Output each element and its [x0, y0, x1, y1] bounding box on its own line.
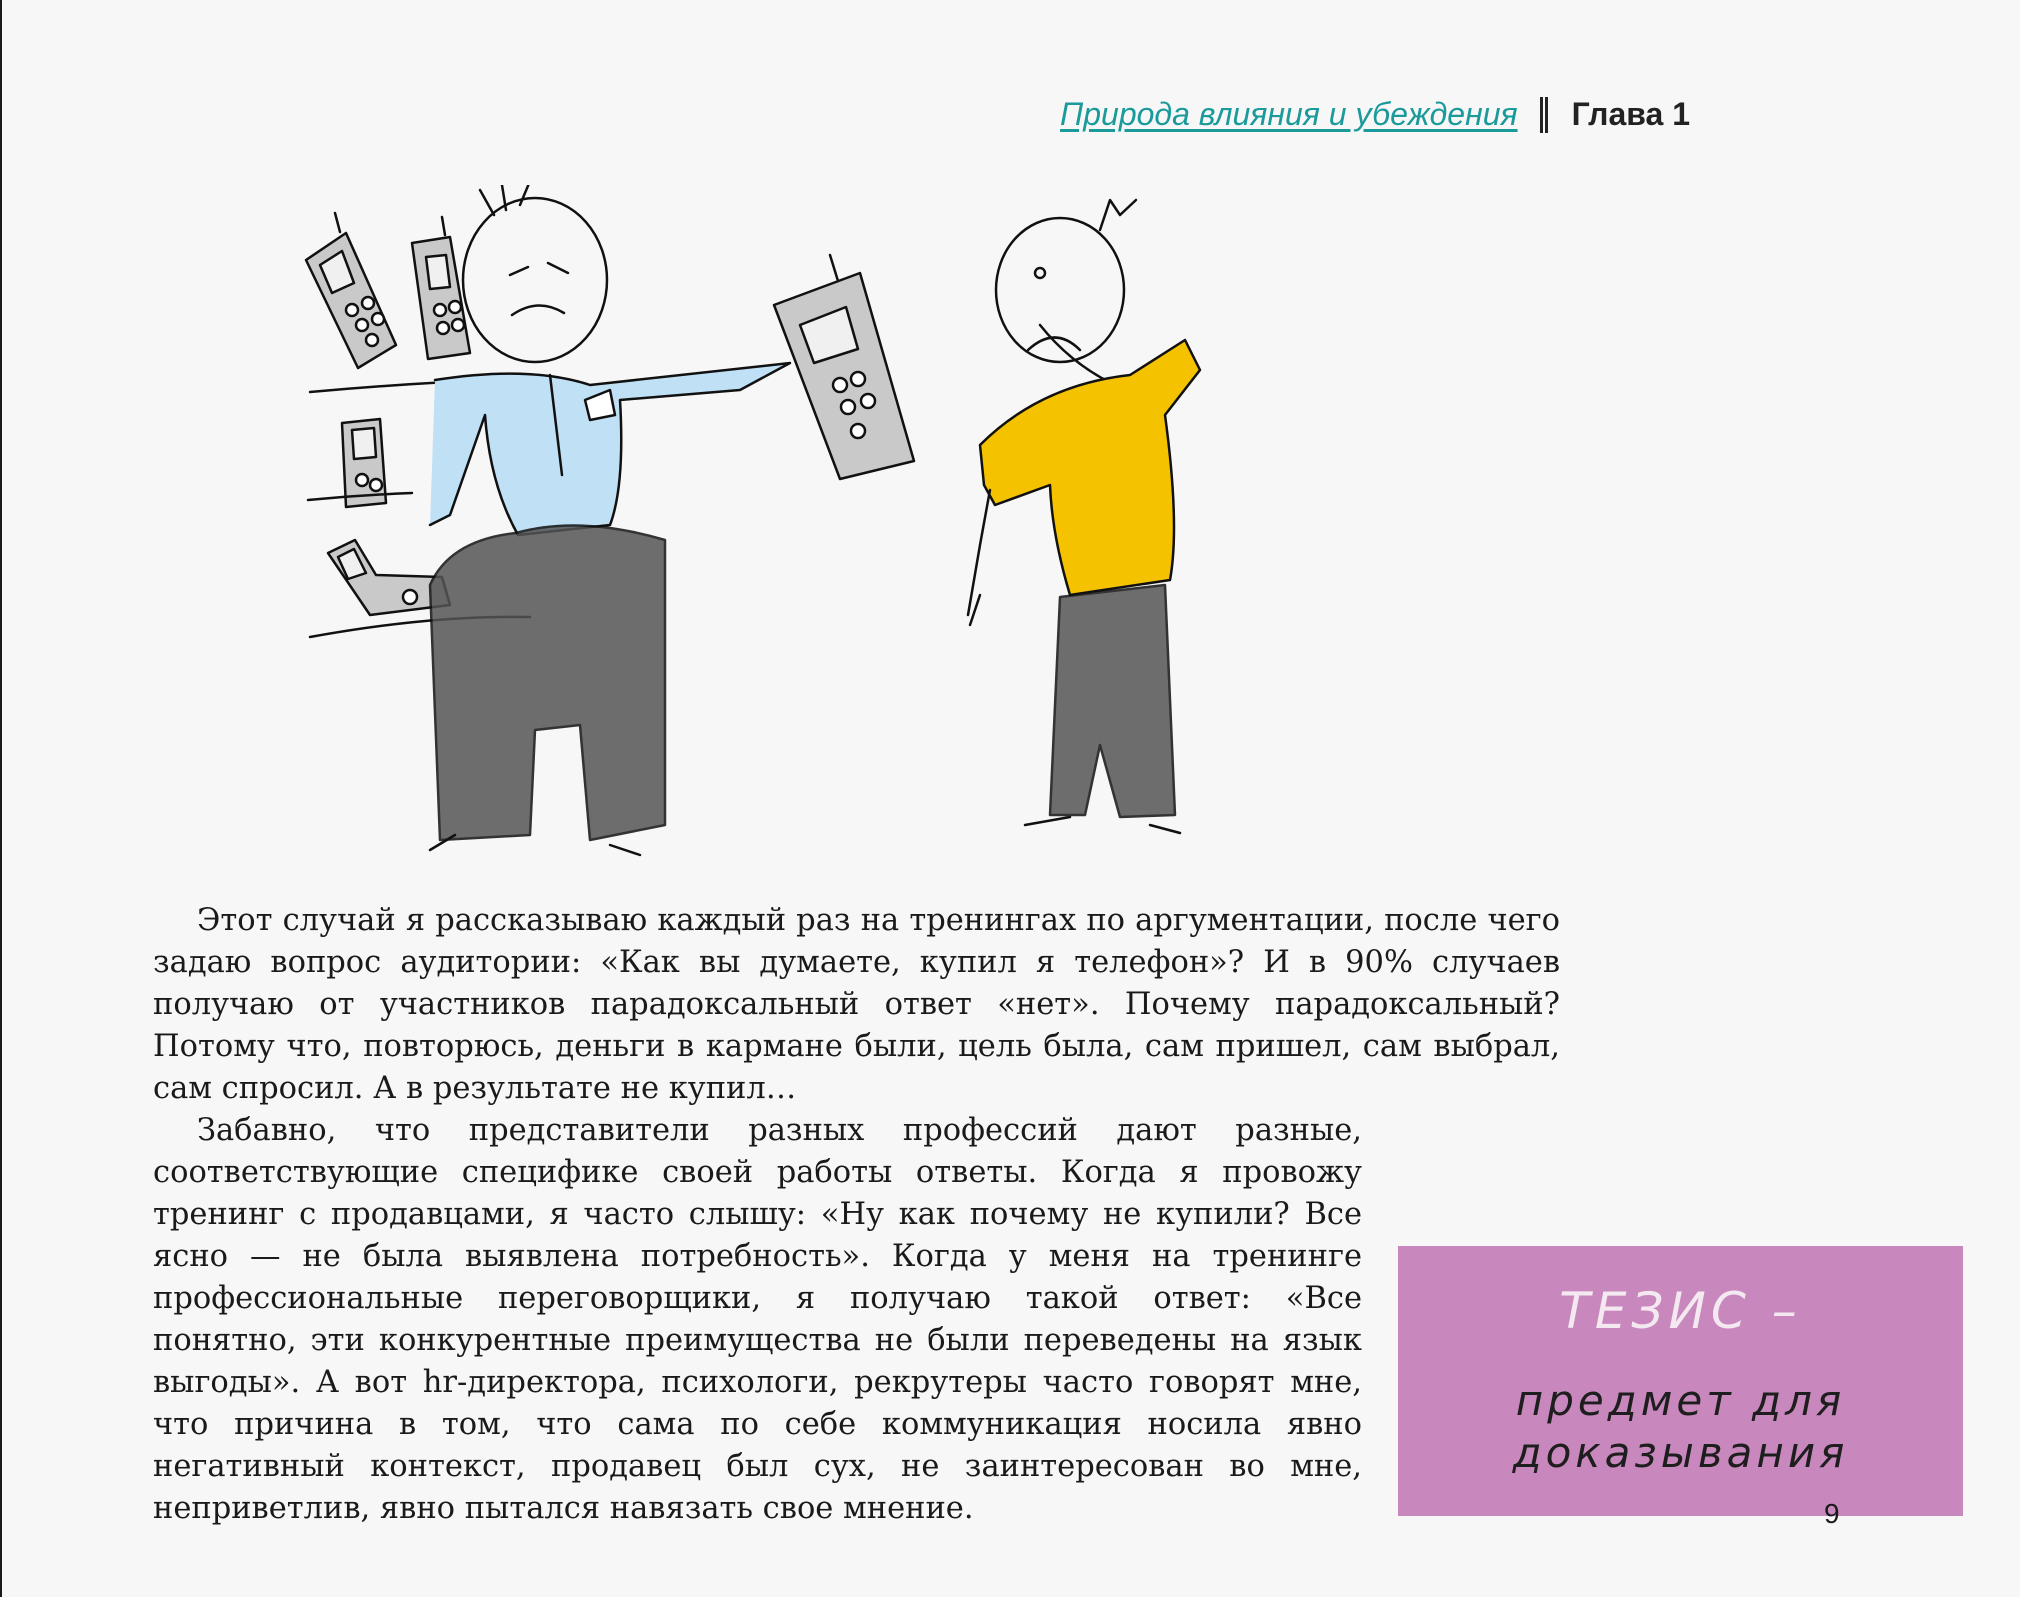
phone-icon: [774, 255, 914, 479]
chapter-label: Глава 1: [1571, 96, 1690, 132]
page-edge: [0, 0, 2, 1597]
page-number: 9: [1824, 1498, 1840, 1529]
main-text: [153, 900, 1849, 1530]
running-header: [1060, 96, 1690, 133]
paragraph: Этот случай я рассказываю каждый раз на тренингах по аргументации, после чего задаю вопрос аудитории: «Как вы думаете, купил я телефон»? И в 90% случаев получаю от участников парадоксальный ответ «нет». Почему парадоксальный? Потому что, повторюсь, деньги в кармане были, цель была, сам пришел, сам выбрал, сам спросил. А в результате не купил…: [153, 903, 1560, 1106]
note-text-line: предмет для: [1515, 1376, 1846, 1425]
note-text-line: доказывания: [1512, 1428, 1849, 1477]
thesis-note: [1398, 1246, 1963, 1516]
phone-icon: [412, 217, 470, 359]
salesman-figure: [430, 185, 790, 855]
phone-icon: [306, 213, 396, 368]
chapter-title-link[interactable]: Природа влияния и убеждения: [1060, 96, 1518, 132]
illustration: [280, 185, 1340, 865]
customer-figure: [968, 200, 1200, 833]
note-title: ТЕЗИС –: [1559, 1282, 1802, 1340]
header-separator: [1540, 97, 1548, 133]
paragraph: Забавно, что представители разных профессий дают разные, соответствующие специфике своей работы ответы. Когда я провожу тренинг с продавцами, я часто слышу: «Ну как почему не купили? Все ясно — не была выявлена потребность». Когда у меня на тренинге профессиональные переговорщики, я получаю такой ответ: «Все понятно, эти конкурентные преимущества не были переведены на язык выгоды». А вот hr-директора, психологи, рекрутеры часто говорят мне, что причина в том, что сама по себе коммуникация носила явно негативный контекст, продавец был сух, не заинтересован во мне, неприветлив, явно пытался навязать свое мнение.: [153, 1113, 1362, 1526]
